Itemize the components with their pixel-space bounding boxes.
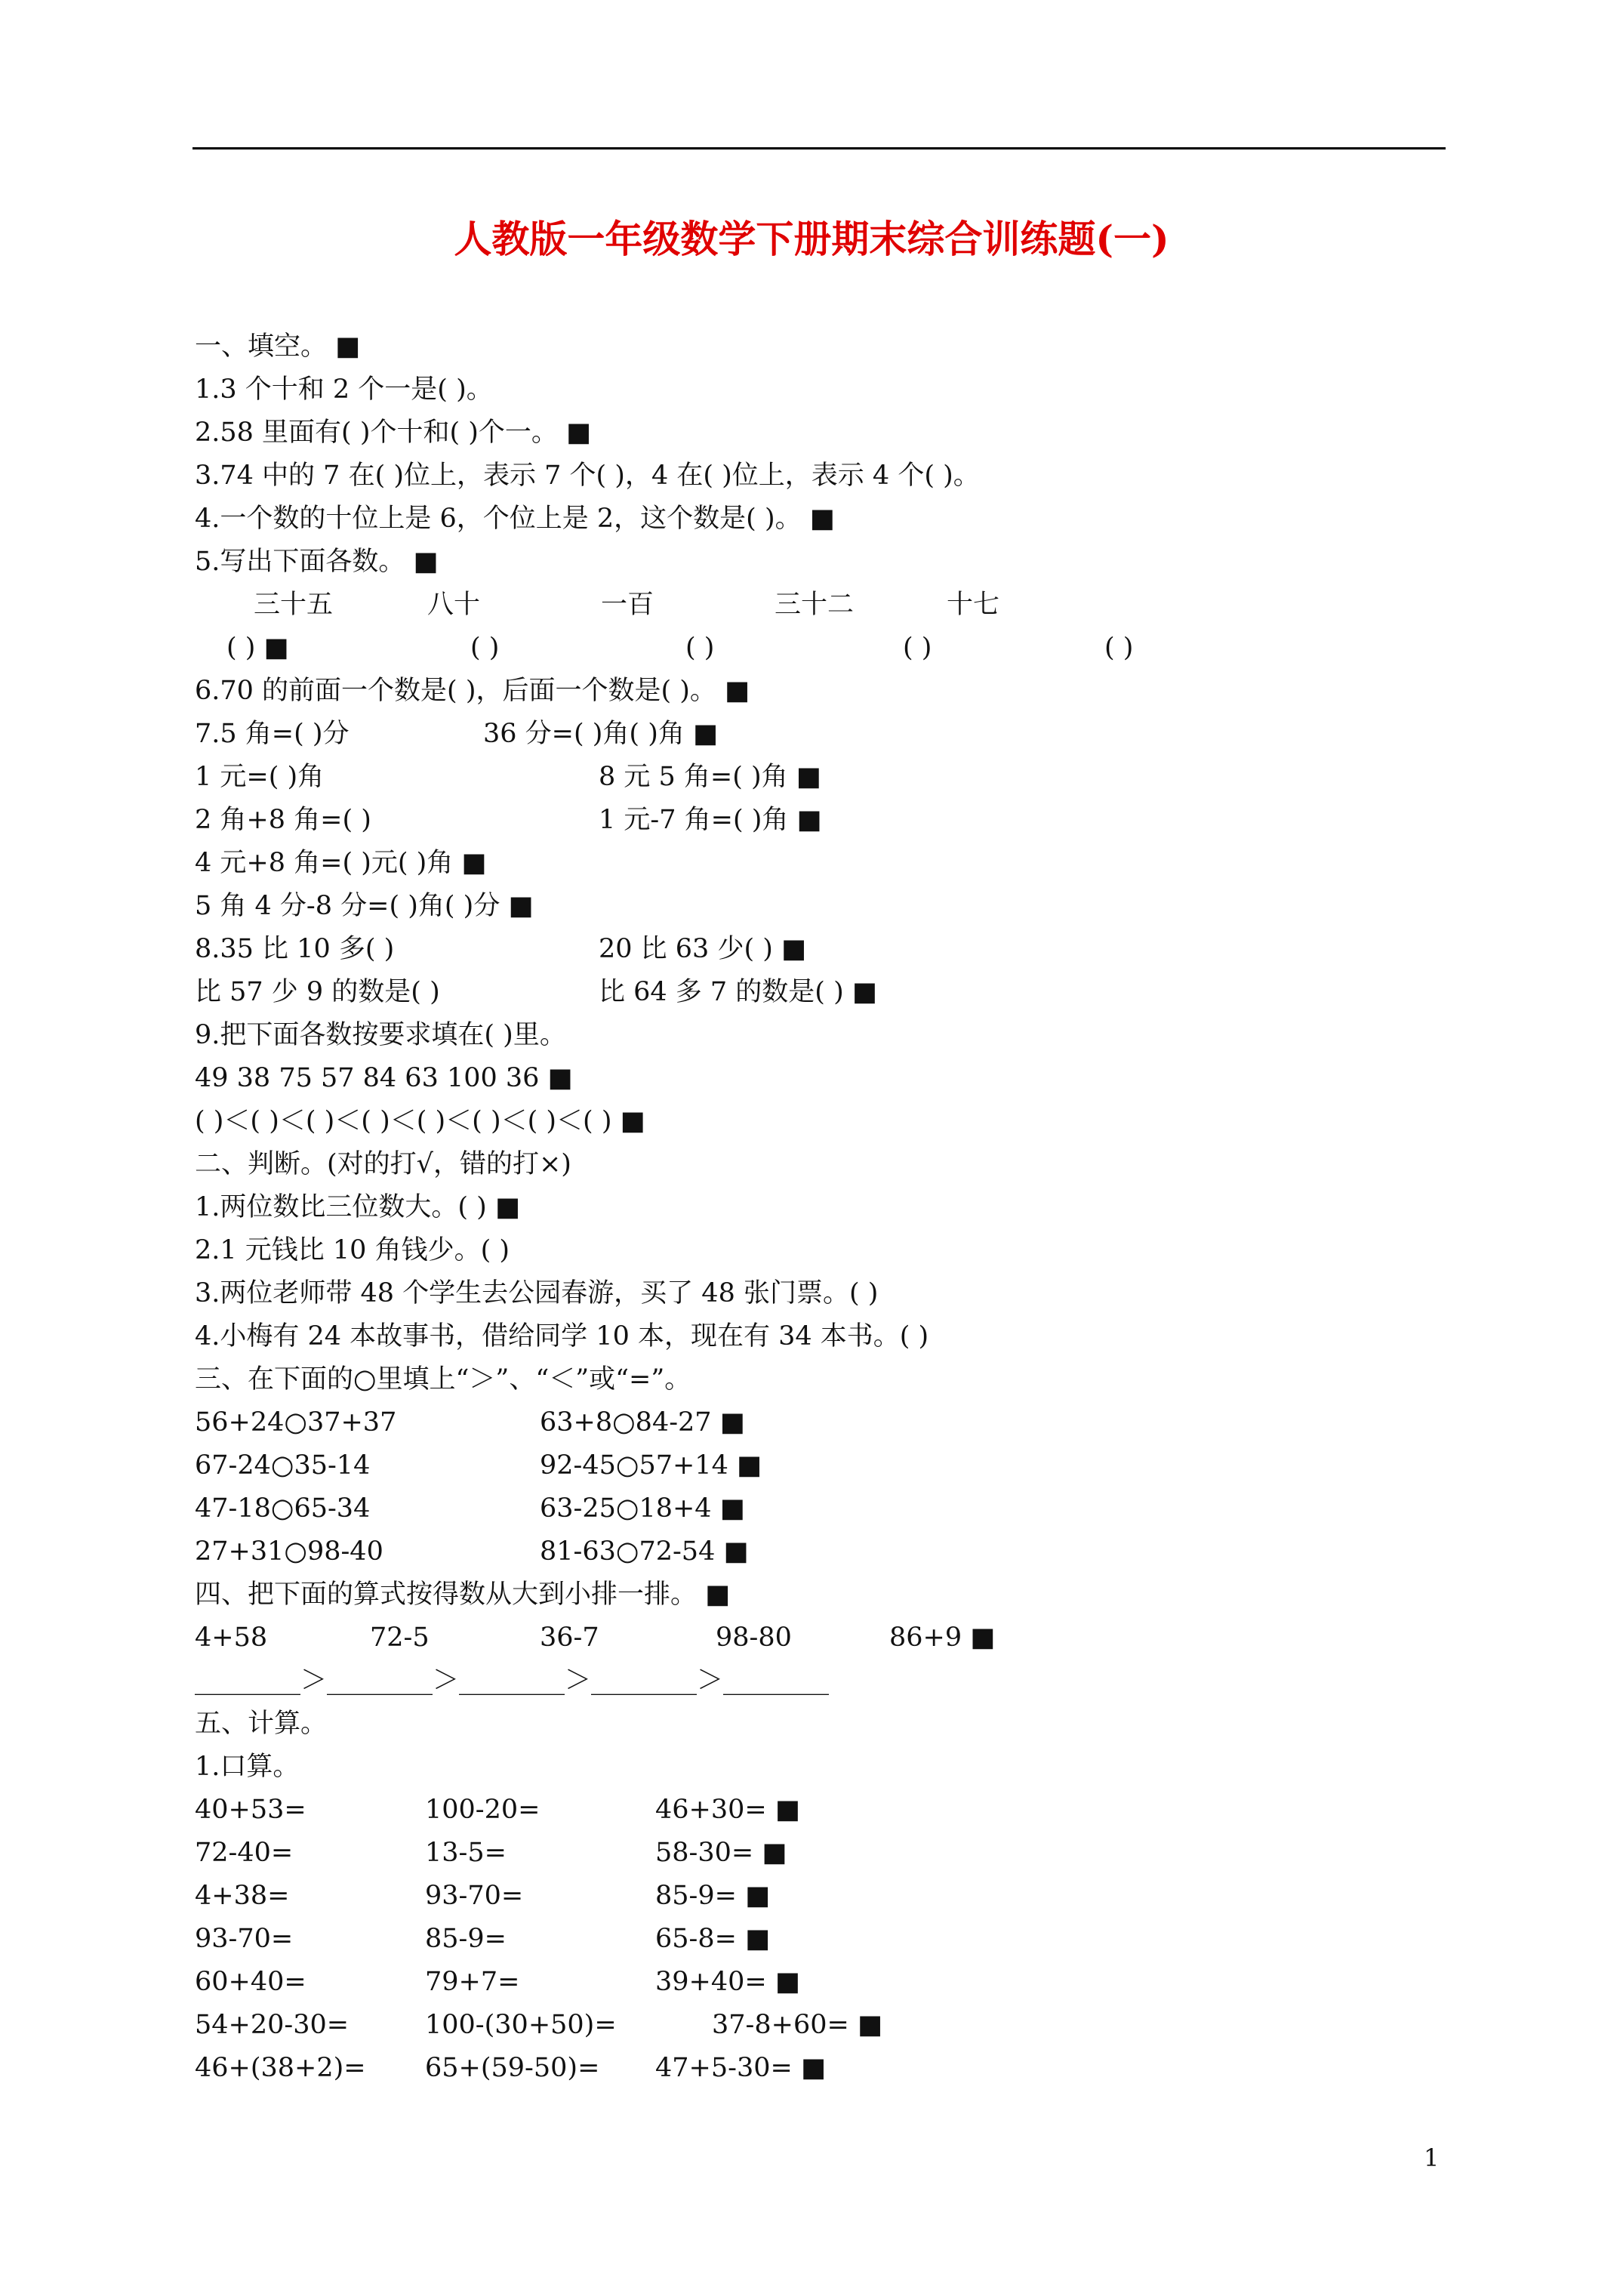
arithmetic-item: 79+7= [425, 1967, 520, 1997]
number-words-row [195, 584, 1448, 627]
comparison-row [195, 1487, 1448, 1530]
question-line [195, 1746, 1448, 1789]
document-title: 人教版一年级数学下册期末综合训练题(一) [454, 217, 1169, 261]
line-text: 4 元+8 角=( )元( )角 ■ [195, 848, 487, 878]
line-text: 比 64 多 7 的数是( ) ■ [599, 977, 877, 1007]
arithmetic-item: 54+20-30= [195, 2010, 350, 2040]
line-text: 1.两位数比三位数大。( ) ■ [195, 1192, 521, 1222]
page-number: 1 [1424, 2143, 1440, 2172]
line-text: 1 元-7 角=( )角 ■ [599, 805, 822, 835]
arithmetic-item: 46+30= ■ [655, 1795, 800, 1825]
section-heading [195, 1143, 1448, 1186]
arithmetic-item: 93-70= [425, 1881, 524, 1911]
comparison-row [195, 1401, 1448, 1444]
question-line [195, 1272, 1448, 1315]
arithmetic-item: 60+40= [195, 1967, 306, 1997]
arithmetic-item: 100-20= [425, 1795, 540, 1825]
line-text: 1 元=( )角 [195, 762, 325, 792]
line-text: 8 元 5 角=( )角 ■ [599, 762, 821, 792]
answer-blank: ( ) [903, 633, 932, 663]
line-text: 8.35 比 10 多( ) [195, 934, 395, 964]
question-line [195, 411, 1448, 455]
header-rule [192, 147, 1446, 149]
comparison-expr: 67-24○35-14 [195, 1450, 371, 1481]
question-line [195, 971, 1448, 1014]
arithmetic-item: 39+40= ■ [655, 1967, 800, 1997]
number-word: 三十五 [254, 590, 334, 620]
section-heading [195, 1358, 1448, 1401]
section-heading [195, 1703, 1448, 1746]
comparison-row [195, 1530, 1448, 1573]
line-text: 9.把下面各数按要求填在( )里。 [195, 1020, 566, 1050]
question-line [195, 1014, 1448, 1057]
arithmetic-item: 37-8+60= ■ [712, 2010, 883, 2040]
line-text: 7.5 角=( )分 [195, 719, 350, 749]
answer-blank: ( ) [1104, 633, 1134, 663]
line-text: 四、把下面的算式按得数从大到小排一排。 ■ [195, 1579, 731, 1610]
comparison-expr: 47-18○65-34 [195, 1493, 371, 1524]
arithmetic-item: 58-30= ■ [655, 1838, 787, 1868]
ordering-blanks [195, 1660, 1448, 1703]
arithmetic-row [195, 1961, 1448, 2004]
question-line [195, 541, 1448, 584]
line-text: 五、计算。 [195, 1709, 328, 1739]
section-heading [195, 1573, 1448, 1616]
answer-blank: ( ) [685, 633, 715, 663]
line-text: 3.两位老师带 48 个学生去公园春游，买了 48 张门票。( ) [195, 1278, 879, 1308]
arithmetic-item: 40+53= [195, 1795, 306, 1825]
line-text: 36 分=( )角( )角 ■ [483, 719, 719, 749]
question-line [195, 498, 1448, 541]
question-line [195, 1229, 1448, 1272]
expression: 4+58 [195, 1623, 268, 1653]
question-line [195, 928, 1448, 971]
section-heading [195, 325, 1448, 368]
arithmetic-item: 47+5-30= ■ [655, 2053, 827, 2083]
line-text: 1.口算。 [195, 1752, 300, 1782]
arithmetic-item: 65-8= ■ [655, 1924, 771, 1954]
question-line [195, 799, 1448, 842]
arithmetic-row [195, 1789, 1448, 1832]
line-text: 3.74 中的 7 在( )位上，表示 7 个( )，4 在( )位上，表示 4 个( )。 [195, 461, 980, 491]
line-text: 20 比 63 少( ) ■ [599, 934, 807, 964]
arithmetic-row [195, 1832, 1448, 1875]
arithmetic-item: 100-(30+50)= [425, 2010, 617, 2040]
line-text: 5 角 4 分-8 分=( )角( )分 ■ [195, 891, 534, 921]
line-text: 三、在下面的○里填上“＞”、“＜”或“=”。 [195, 1364, 691, 1395]
number-word: 十七 [947, 590, 1000, 620]
arithmetic-item: 65+(59-50)= [425, 2053, 600, 2083]
comparison-expr: 81-63○72-54 ■ [540, 1536, 749, 1567]
question-line [195, 756, 1448, 799]
question-line [195, 368, 1448, 411]
expression: 86+9 ■ [889, 1623, 996, 1653]
answer-blank: ( ) [470, 633, 500, 663]
worksheet-body [195, 325, 1448, 2090]
arithmetic-item: 46+(38+2)= [195, 2053, 366, 2083]
line-text: 比 57 少 9 的数是( ) [195, 977, 440, 1007]
line-text: 4.小梅有 24 本故事书，借给同学 10 本，现在有 34 本书。( ) [195, 1321, 929, 1351]
line-text: 4.一个数的十位上是 6，个位上是 2，这个数是( )。 ■ [195, 504, 835, 534]
line-text: 1.3 个十和 2 个一是( )。 [195, 374, 493, 405]
comparison-expr: 92-45○57+14 ■ [540, 1450, 762, 1481]
question-line [195, 1186, 1448, 1229]
comparison-expr: 63+8○84-27 ■ [540, 1407, 745, 1438]
question-line [195, 713, 1448, 756]
line-text: 2.1 元钱比 10 角钱少。( ) [195, 1235, 510, 1265]
number-word: 一百 [601, 590, 654, 620]
number-list [195, 1057, 1448, 1100]
expression: 98-80 [716, 1623, 792, 1653]
number-word: 八十 [427, 590, 481, 620]
ordering-blanks [195, 1100, 1448, 1143]
comparison-expr: 27+31○98-40 [195, 1536, 383, 1567]
line-text: 一、填空。 ■ [195, 331, 361, 362]
comparison-expr: 63-25○18+4 ■ [540, 1493, 745, 1524]
arithmetic-row [195, 1918, 1448, 1961]
arithmetic-item: 85-9= [425, 1924, 507, 1954]
line-text: ________＞________＞________＞________＞________ [195, 1666, 830, 1696]
comparison-row [195, 1444, 1448, 1487]
arithmetic-item: 93-70= [195, 1924, 294, 1954]
expression: 72-5 [370, 1623, 430, 1653]
question-line [195, 455, 1448, 498]
line-text: 6.70 的前面一个数是( )，后面一个数是( )。 ■ [195, 676, 750, 706]
comparison-expr: 56+24○37+37 [195, 1407, 397, 1438]
arithmetic-item: 72-40= [195, 1838, 294, 1868]
line-text: ( )＜( )＜( )＜( )＜( )＜( )＜( )＜( ) ■ [195, 1106, 645, 1136]
question-line [195, 670, 1448, 713]
arithmetic-row [195, 1875, 1448, 1918]
question-line [195, 885, 1448, 928]
answer-blank: ( ) ■ [226, 633, 289, 663]
arithmetic-item: 13-5= [425, 1838, 507, 1868]
expression: 36-7 [540, 1623, 599, 1653]
arithmetic-item: 4+38= [195, 1881, 290, 1911]
arithmetic-item: 85-9= ■ [655, 1881, 771, 1911]
number-word: 三十二 [775, 590, 855, 620]
line-text: 二、判断。(对的打√，错的打×) [195, 1149, 571, 1179]
arithmetic-row [195, 2004, 1448, 2047]
arithmetic-row [195, 2047, 1448, 2090]
question-line [195, 1315, 1448, 1358]
expression-row [195, 1616, 1448, 1660]
line-text: 49 38 75 57 84 63 100 36 ■ [195, 1063, 573, 1093]
answer-blanks-row [195, 627, 1448, 670]
line-text: 2.58 里面有( )个十和( )个一。 ■ [195, 418, 592, 448]
line-text: 2 角+8 角=( ) [195, 805, 371, 835]
line-text: 5.写出下面各数。 ■ [195, 547, 439, 577]
question-line [195, 842, 1448, 885]
